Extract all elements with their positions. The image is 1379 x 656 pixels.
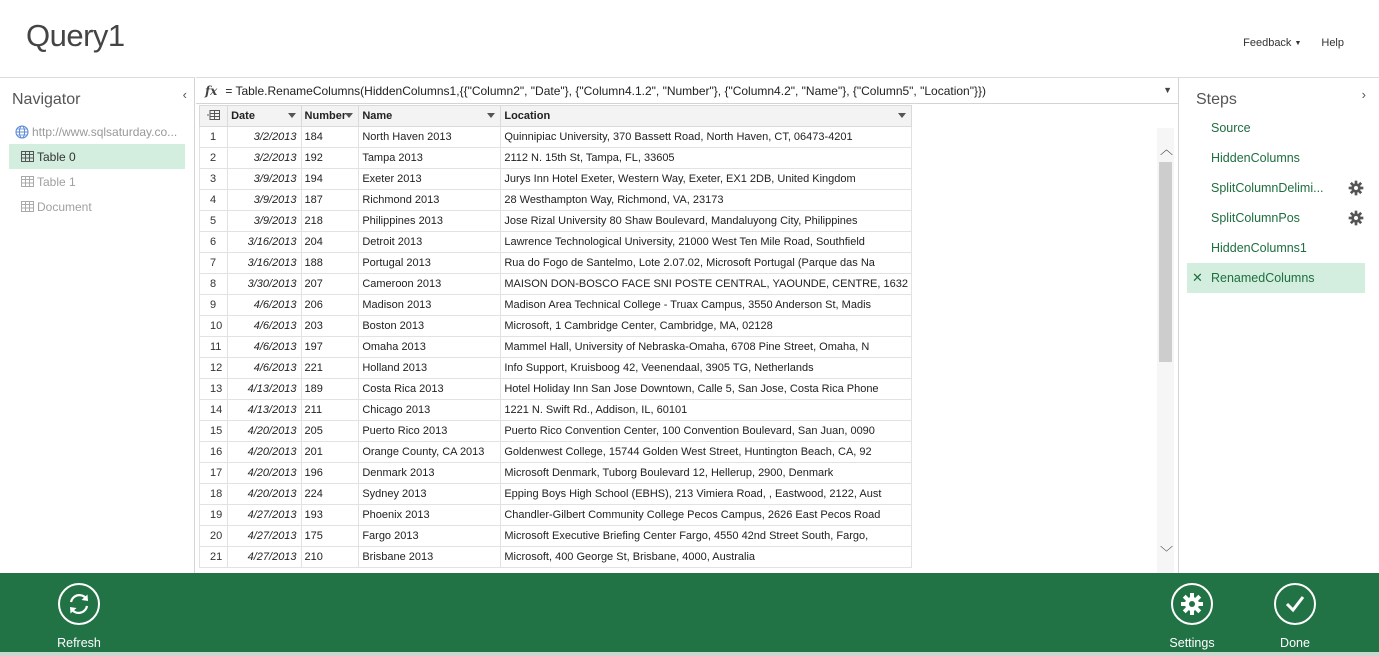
- cell-location[interactable]: Epping Boys High School (EBHS), 213 Vimiera Road, , Eastwood, 2122, Aust: [501, 484, 912, 505]
- cell-name[interactable]: Brisbane 2013: [359, 547, 501, 568]
- navigator-item-label: Document: [37, 199, 92, 214]
- cell-location[interactable]: Hotel Holiday Inn San Jose Downtown, Calle 5, San Jose, Costa Rica Phone: [501, 379, 912, 400]
- cell-name[interactable]: Orange County, CA 2013: [359, 442, 501, 463]
- row-number[interactable]: 19: [200, 505, 228, 526]
- table-row: [200, 148, 912, 169]
- cell-name[interactable]: Holland 2013: [359, 358, 501, 379]
- cell-date[interactable]: 4/27/2013: [228, 526, 301, 547]
- navigator-source-url[interactable]: [9, 119, 185, 144]
- cell-name[interactable]: North Haven 2013: [359, 127, 501, 148]
- table-row: [200, 274, 912, 295]
- cell-name[interactable]: Boston 2013: [359, 316, 501, 337]
- cell-location[interactable]: Jurys Inn Hotel Exeter, Western Way, Exeter, EX1 2DB, United Kingdom: [501, 169, 912, 190]
- table-row: [200, 190, 912, 211]
- data-grid: [199, 105, 912, 574]
- cell-location[interactable]: Microsoft Denmark, Tuborg Boulevard 12, Hellerup, 2900, Denmark: [501, 463, 912, 484]
- navigator-item-table-0[interactable]: [9, 144, 185, 169]
- cell-name[interactable]: Denmark 2013: [359, 463, 501, 484]
- cell-location[interactable]: Quinnipiac University, 370 Bassett Road, North Haven, CT, 06473-4201: [501, 127, 912, 148]
- cell-name[interactable]: Sydney 2013: [359, 484, 501, 505]
- feedback-label: Feedback: [1243, 37, 1292, 49]
- cell-number[interactable]: 224: [301, 484, 359, 505]
- cell-date[interactable]: 3/16/2013: [228, 253, 301, 274]
- cell-date[interactable]: 4/13/2013: [228, 379, 301, 400]
- cell-number[interactable]: 189: [301, 379, 359, 400]
- row-number[interactable]: 5: [200, 211, 228, 232]
- cell-number[interactable]: 210: [301, 547, 359, 568]
- step-item[interactable]: [1187, 203, 1365, 233]
- step-label: HiddenColumns: [1211, 151, 1300, 165]
- row-number[interactable]: 15: [200, 421, 228, 442]
- cell-date[interactable]: 4/27/2013: [228, 505, 301, 526]
- row-number[interactable]: 6: [200, 232, 228, 253]
- cell-location[interactable]: Puerto Rico Convention Center, 100 Convention Boulevard, San Juan, 0090: [501, 421, 912, 442]
- settings-label: Settings: [1169, 636, 1215, 650]
- gear-icon: [1171, 583, 1213, 625]
- collapse-navigator-chevron-left-icon[interactable]: ‹: [182, 87, 187, 102]
- gear-icon[interactable]: [1348, 210, 1364, 226]
- gear-icon[interactable]: [1348, 180, 1364, 196]
- cell-location[interactable]: Madison Area Technical College - Truax Campus, 3550 Anderson St, Madis: [501, 295, 912, 316]
- refresh-icon: [58, 583, 100, 625]
- steps-pane: [1178, 77, 1379, 573]
- cell-number[interactable]: 221: [301, 358, 359, 379]
- row-number[interactable]: 21: [200, 547, 228, 568]
- table-row: [200, 253, 912, 274]
- step-label: HiddenColumns1: [1211, 241, 1307, 255]
- cell-date[interactable]: 4/6/2013: [228, 358, 301, 379]
- cell-date[interactable]: 4/6/2013: [228, 295, 301, 316]
- header: [0, 0, 1379, 76]
- cell-number[interactable]: 193: [301, 505, 359, 526]
- row-number[interactable]: 8: [200, 274, 228, 295]
- table-row: [200, 127, 912, 148]
- help-link[interactable]: Help: [1321, 37, 1344, 49]
- cell-number[interactable]: 192: [301, 148, 359, 169]
- cell-date[interactable]: 3/2/2013: [228, 127, 301, 148]
- step-item[interactable]: [1187, 263, 1365, 293]
- row-number[interactable]: 12: [200, 358, 228, 379]
- cell-date[interactable]: 4/20/2013: [228, 421, 301, 442]
- row-number[interactable]: 10: [200, 316, 228, 337]
- row-number[interactable]: 3: [200, 169, 228, 190]
- cell-location[interactable]: Jose Rizal University 80 Shaw Boulevard, Mandaluyong City, Philippines: [501, 211, 912, 232]
- cell-number[interactable]: 188: [301, 253, 359, 274]
- cell-date[interactable]: 4/20/2013: [228, 463, 301, 484]
- table-header-row: [200, 106, 912, 127]
- cell-name[interactable]: Madison 2013: [359, 295, 501, 316]
- cell-name[interactable]: Cameroon 2013: [359, 274, 501, 295]
- navigator-item-document[interactable]: [9, 194, 185, 219]
- cell-date[interactable]: 4/27/2013: [228, 547, 301, 568]
- cell-date[interactable]: 3/9/2013: [228, 190, 301, 211]
- navigator-title: Navigator: [12, 91, 81, 108]
- table-row: [200, 295, 912, 316]
- column-header-label: Date: [231, 110, 255, 122]
- cell-location[interactable]: Microsoft, 400 George St, Brisbane, 4000, Australia: [501, 547, 912, 568]
- refresh-label: Refresh: [57, 636, 101, 650]
- cell-name[interactable]: Tampa 2013: [359, 148, 501, 169]
- cell-location[interactable]: 28 Westhampton Way, Richmond, VA, 23173: [501, 190, 912, 211]
- navigator-item-label: Table 0: [37, 149, 76, 164]
- navigator-source-url-label: http://www.sqlsaturday.co...: [32, 124, 178, 139]
- checkmark-icon: [1274, 583, 1316, 625]
- cell-date[interactable]: 3/30/2013: [228, 274, 301, 295]
- data-table: [199, 105, 912, 568]
- step-label: SplitColumnDelimi...: [1211, 181, 1324, 195]
- table-row: [200, 463, 912, 484]
- cell-name[interactable]: Richmond 2013: [359, 190, 501, 211]
- step-item[interactable]: [1187, 113, 1365, 143]
- cell-number[interactable]: 187: [301, 190, 359, 211]
- row-number[interactable]: 17: [200, 463, 228, 484]
- row-number[interactable]: 4: [200, 190, 228, 211]
- collapse-steps-chevron-right-icon[interactable]: ›: [1361, 87, 1366, 102]
- header-links: [1243, 37, 1344, 49]
- fx-icon: fx: [205, 83, 218, 98]
- column-filter-dropdown-icon[interactable]: [288, 113, 296, 118]
- chevron-down-icon: ▼: [1294, 40, 1302, 47]
- done-label: Done: [1280, 636, 1310, 650]
- expand-formula-chevron-down-icon[interactable]: ▼: [1163, 85, 1172, 95]
- cell-date[interactable]: 3/9/2013: [228, 169, 301, 190]
- row-number[interactable]: 20: [200, 526, 228, 547]
- cell-location[interactable]: Rua do Fogo de Santelmo, Lote 2.07.02, Microsoft Portugal (Parque das Na: [501, 253, 912, 274]
- column-filter-dropdown-icon[interactable]: [345, 113, 353, 118]
- cell-name[interactable]: Puerto Rico 2013: [359, 421, 501, 442]
- table-menu-corner[interactable]: [200, 106, 228, 127]
- cell-number[interactable]: 207: [301, 274, 359, 295]
- table-row: [200, 526, 912, 547]
- scroll-down-chevron-icon[interactable]: ﹀: [1160, 545, 1174, 560]
- cell-date[interactable]: 4/13/2013: [228, 400, 301, 421]
- cell-number[interactable]: 205: [301, 421, 359, 442]
- cell-location[interactable]: Lawrence Technological University, 21000 West Ten Mile Road, Southfield: [501, 232, 912, 253]
- column-header-label: Number: [304, 110, 347, 122]
- cell-date[interactable]: 3/16/2013: [228, 232, 301, 253]
- cell-location[interactable]: Goldenwest College, 15744 Golden West Street, Huntington Beach, CA, 92: [501, 442, 912, 463]
- table-body: [200, 127, 912, 568]
- cell-number[interactable]: 184: [301, 127, 359, 148]
- cell-location[interactable]: Mammel Hall, University of Nebraska-Omaha, 6708 Pine Street, Omaha, N: [501, 337, 912, 358]
- column-header-date[interactable]: [228, 106, 301, 127]
- row-number[interactable]: 9: [200, 295, 228, 316]
- query-title: Query1: [26, 18, 125, 53]
- cell-number[interactable]: 194: [301, 169, 359, 190]
- cell-date[interactable]: 3/9/2013: [228, 211, 301, 232]
- scroll-up-chevron-icon[interactable]: ︿: [1160, 142, 1174, 157]
- cell-name[interactable]: Fargo 2013: [359, 526, 501, 547]
- table-row: [200, 505, 912, 526]
- cell-number[interactable]: 218: [301, 211, 359, 232]
- step-label: RenamedColumns: [1211, 271, 1315, 285]
- table-row: [200, 169, 912, 190]
- feedback-menu[interactable]: [1243, 37, 1301, 49]
- column-header-name[interactable]: [359, 106, 501, 127]
- scrollbar-thumb[interactable]: [1159, 162, 1172, 362]
- column-header-label: Location: [504, 110, 551, 122]
- cell-date[interactable]: 4/6/2013: [228, 316, 301, 337]
- cell-name[interactable]: Chicago 2013: [359, 400, 501, 421]
- done-button[interactable]: [1255, 583, 1335, 650]
- cell-name[interactable]: Exeter 2013: [359, 169, 501, 190]
- table-row: [200, 337, 912, 358]
- cell-date[interactable]: 4/6/2013: [228, 337, 301, 358]
- table-row: [200, 358, 912, 379]
- cell-number[interactable]: 201: [301, 442, 359, 463]
- column-filter-dropdown-icon[interactable]: [898, 113, 906, 118]
- cell-location[interactable]: 2112 N. 15th St, Tampa, FL, 33605: [501, 148, 912, 169]
- cell-location[interactable]: Info Support, Kruisboog 42, Veenendaal, 3905 TG, Netherlands: [501, 358, 912, 379]
- cell-number[interactable]: 175: [301, 526, 359, 547]
- table-row: [200, 232, 912, 253]
- table-row: [200, 379, 912, 400]
- table-row: [200, 484, 912, 505]
- navigator-item-table-1[interactable]: [9, 169, 185, 194]
- cell-location[interactable]: Microsoft Executive Briefing Center Fargo, 4550 42nd Street South, Fargo,: [501, 526, 912, 547]
- cell-date[interactable]: 4/20/2013: [228, 484, 301, 505]
- cell-number[interactable]: 211: [301, 400, 359, 421]
- table-icon: [21, 176, 34, 187]
- row-number[interactable]: 1: [200, 127, 228, 148]
- step-item[interactable]: [1187, 143, 1365, 173]
- data-preview-pane: [196, 77, 1178, 573]
- steps-title: Steps: [1196, 91, 1237, 108]
- step-label: Source: [1211, 121, 1251, 135]
- table-icon: [21, 151, 34, 162]
- table-menu-icon: [207, 110, 220, 120]
- cell-name[interactable]: Philippines 2013: [359, 211, 501, 232]
- cell-date[interactable]: 3/2/2013: [228, 148, 301, 169]
- cell-number[interactable]: 197: [301, 337, 359, 358]
- table-icon: [21, 201, 34, 212]
- row-number[interactable]: 11: [200, 337, 228, 358]
- table-row: [200, 442, 912, 463]
- formula-bar[interactable]: [196, 78, 1178, 104]
- vertical-scrollbar[interactable]: [1157, 128, 1174, 574]
- table-row: [200, 421, 912, 442]
- footer-ribbon: [0, 573, 1379, 652]
- cell-location[interactable]: Microsoft, 1 Cambridge Center, Cambridge, MA, 02128: [501, 316, 912, 337]
- step-item[interactable]: [1187, 173, 1365, 203]
- row-number[interactable]: 2: [200, 148, 228, 169]
- delete-step-close-icon[interactable]: ✕: [1192, 270, 1203, 285]
- column-filter-dropdown-icon[interactable]: [487, 113, 495, 118]
- step-label: SplitColumnPos: [1211, 211, 1300, 225]
- formula-text[interactable]: = Table.RenameColumns(HiddenColumns1,{{"Column2", "Date"}, {"Column4.1.2", "Number"}, {"Column4.2", "Name"}, {"Column5", "Location"}}): [225, 83, 986, 98]
- row-number[interactable]: 18: [200, 484, 228, 505]
- refresh-button[interactable]: [39, 583, 119, 650]
- row-number[interactable]: 13: [200, 379, 228, 400]
- cell-name[interactable]: Portugal 2013: [359, 253, 501, 274]
- table-row: [200, 211, 912, 232]
- cell-name[interactable]: Detroit 2013: [359, 232, 501, 253]
- settings-button[interactable]: [1152, 583, 1232, 650]
- table-row: [200, 547, 912, 568]
- cell-location[interactable]: Chandler-Gilbert Community College Pecos Campus, 2626 East Pecos Road: [501, 505, 912, 526]
- row-number[interactable]: 7: [200, 253, 228, 274]
- column-header-number[interactable]: [301, 106, 359, 127]
- cell-name[interactable]: Phoenix 2013: [359, 505, 501, 526]
- cell-name[interactable]: Omaha 2013: [359, 337, 501, 358]
- table-row: [200, 316, 912, 337]
- cell-number[interactable]: 204: [301, 232, 359, 253]
- row-number[interactable]: 16: [200, 442, 228, 463]
- column-header-location[interactable]: [501, 106, 912, 127]
- step-item[interactable]: [1187, 233, 1365, 263]
- cell-date[interactable]: 4/20/2013: [228, 442, 301, 463]
- cell-number[interactable]: 196: [301, 463, 359, 484]
- globe-icon: [15, 125, 29, 139]
- cell-location[interactable]: 1221 N. Swift Rd., Addison, IL, 60101: [501, 400, 912, 421]
- navigator-item-label: Table 1: [37, 174, 76, 189]
- cell-name[interactable]: Costa Rica 2013: [359, 379, 501, 400]
- navigator-pane: [0, 77, 195, 573]
- row-number[interactable]: 14: [200, 400, 228, 421]
- cell-number[interactable]: 206: [301, 295, 359, 316]
- cell-number[interactable]: 203: [301, 316, 359, 337]
- column-header-label: Name: [362, 110, 393, 122]
- cell-location[interactable]: MAISON DON-BOSCO FACE SNI POSTE CENTRAL, YAOUNDE, CENTRE, 1632: [501, 274, 912, 295]
- footer-edge: [0, 652, 1379, 656]
- table-row: [200, 400, 912, 421]
